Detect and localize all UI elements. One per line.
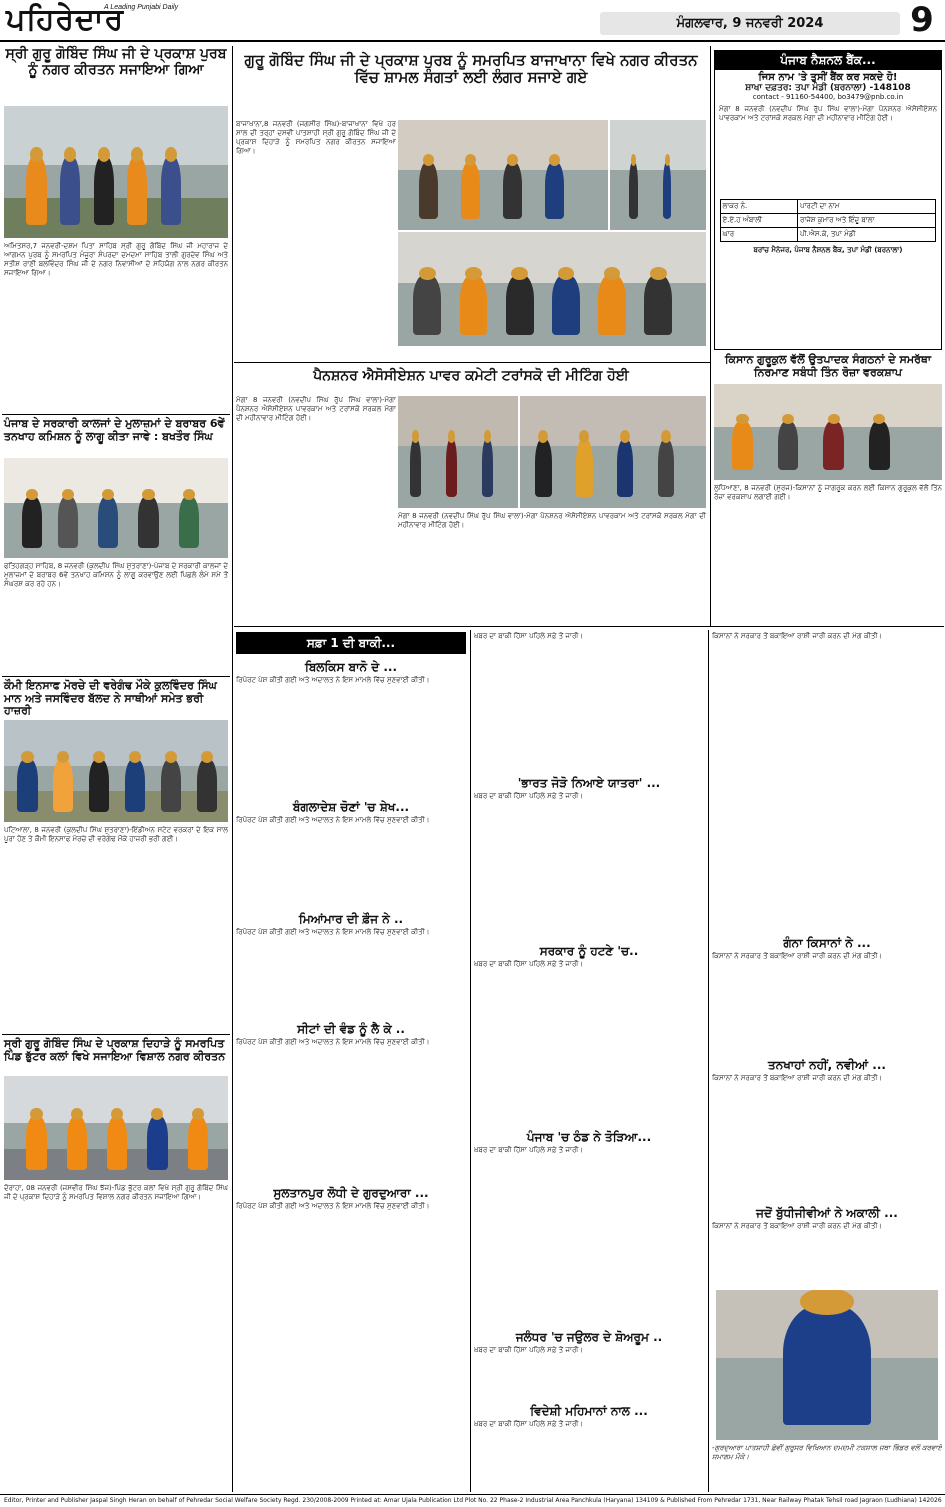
table-cell: ਏ.ਏ.ਹ ਅੰਬਾਲੀ xyxy=(720,214,797,228)
article-text: ਕਿਸਾਨਾਂ ਨੇ ਸਰਕਾਰ ਤੋਂ ਬਕਾਇਆ ਰਾਸ਼ੀ ਜਾਰੀ ਕਰਨ ਦੀ ਮੰਗ ਕੀਤੀ। xyxy=(712,632,883,640)
photo-insaaf xyxy=(4,720,228,822)
article-text: ਰਿਪੋਰਟ ਪੇਸ਼ ਕੀਤੀ ਗਈ ਅਤੇ ਅਦਾਲਤ ਨੇ ਇਸ ਮਾਮਲੇ ਵਿੱਚ ਸੁਣਵਾਈ ਕੀਤੀ। xyxy=(236,1038,430,1046)
subhead: ਸੁਲਤਾਨਪੁਰ ਲੋਧੀ ਦੇ ਗੁਰਦੁਆਰਾ ... xyxy=(273,1186,429,1200)
issue-date: ਮੰਗਲਵਾਰ, 9 ਜਨਵਰੀ 2024 xyxy=(600,12,900,35)
photo-mulazam xyxy=(4,458,228,558)
headline: ਸ੍ਰੀ ਗੁਰੂ ਗੋਬਿੰਦ ਸਿੰਘ ਜੀ ਦੇ ਪ੍ਰਕਾਸ਼ ਪੁਰਬ ਨੂੰ ਨਗਰ ਕੀਰਤਨ ਸਜਾਇਆ ਗਿਆ xyxy=(5,46,227,79)
photo-caption: -ਗੁਰਦੁਆਰਾ ਪਾਤਸ਼ਾਹੀ ਛੇਵੀਂ ਗੁਰੂਸਰ ਵਿਖਿਆਨ ਦਮਦਮੀ ਟਕਸਾਲ ਜਥਾ ਭਿੰਡਰ ਵਲੋਂ ਕਰਵਾਏ ਸਮਾਗਮ ਮੌਕੇ। xyxy=(712,1444,942,1461)
photo-bhuttar xyxy=(4,1076,228,1180)
headline-pensioner: ਪੈਨਸ਼ਨਰ ਐਸੋਸੀਏਸ਼ਨ ਪਾਵਰ ਕਮੇਟੀ ਟਰਾਂਸਕੋ ਦੀ ਮੀਟਿੰਗ ਹੋਈ xyxy=(313,368,629,384)
headline-bhuttar: ਸ੍ਰੀ ਗੁਰੂ ਗੋਬਿੰਦ ਸਿੰਘ ਦੇ ਪ੍ਰਕਾਸ਼ ਦਿਹਾੜੇ ਨੂੰ ਸਮਰਪਿਤ ਪਿੰਡ ਭੁੱਟਰ ਕਲਾਂ ਵਿਖੇ ਸਜਾਇਆ ਵਿਸ਼ਾਲ ਨਗਰ ਕੀਰਤਨ xyxy=(4,1037,226,1063)
headline-mulazam: ਪੰਜਾਬ ਦੇ ਸਰਕਾਰੀ ਕਾਲਜਾਂ ਦੇ ਮੁਲਾਜ਼ਮਾਂ ਦੇ ਬਰਾਬਰ 6ਵੇਂ ਤਨਖਾਹ ਕਮਿਸ਼ਨ ਨੂੰ ਲਾਗੂ ਕੀਤਾ ਜਾਵੇ : ਬਖਤੌਰ ਸਿੰਘ xyxy=(4,417,225,443)
article-text: ਲੁਧਿਆਣਾ, 8 ਜਨਵਰੀ (ਸੁਰਜ)-ਕਿਸਾਨਾਂ ਨੂੰ ਜਾਗਰੂਕ ਕਰਨ ਲਈ ਕਿਸਾਨ ਗੁਰੂਕੁਲ ਵੱਲੋਂ ਤਿੰਨ ਰੋਜ਼ਾ ਵਰਕਸ਼ਾਪ ਲਗਾਈ ਗਈ। xyxy=(714,484,942,501)
headline-langar: ਗੁਰੂ ਗੋਬਿੰਦ ਸਿੰਘ ਜੀ ਦੇ ਪ੍ਰਕਾਸ਼ ਪੁਰਬ ਨੂੰ ਸਮਰਪਿਤ ਬਾਜਾਖਾਨਾ ਵਿਖੇ ਨਗਰ ਕੀਰਤਨ ਵਿੱਚ ਸ਼ਾਮਲ ਸੰਗਤਾਂ ਲਈ ਲੰਗਰ ਸਜਾਏ ਗਏ xyxy=(244,51,698,87)
photo-nagar-kirtan xyxy=(4,106,228,238)
photo-samagam xyxy=(716,1290,938,1440)
article-text: ਕਿਸਾਨਾਂ ਨੇ ਸਰਕਾਰ ਤੋਂ ਬਕਾਇਆ ਰਾਸ਼ੀ ਜਾਰੀ ਕਰਨ ਦੀ ਮੰਗ ਕੀਤੀ। xyxy=(712,1222,883,1230)
photo-langar-3 xyxy=(398,232,706,346)
subhead: ਬੰਗਲਾਦੇਸ਼ ਚੋਣਾਂ 'ਚ ਸ਼ੇਖ... xyxy=(292,800,410,814)
page-number: 9 xyxy=(910,0,934,40)
subhead: ਵਿਦੇਸ਼ੀ ਮਹਿਮਾਨਾਂ ਨਾਲ ... xyxy=(530,1404,648,1418)
article-text: ਰਿਪੋਰਟ ਪੇਸ਼ ਕੀਤੀ ਗਈ ਅਤੇ ਅਦਾਲਤ ਨੇ ਇਸ ਮਾਮਲੇ ਵਿੱਚ ਸੁਣਵਾਈ ਕੀਤੀ। xyxy=(236,676,430,684)
table-cell: ਘਾਰ xyxy=(720,228,797,242)
subhead: ਸੀਟਾਂ ਦੀ ਵੰਡ ਨੂੰ ਲੈ ਕੇ .. xyxy=(297,1022,405,1036)
photo-pensioner-1 xyxy=(398,396,518,508)
article-text: ਅਮਿਤਸਰ,7 ਜਨਵਰੀ-ਦਸ਼ਮ ਪਿਤਾ ਸਾਹਿਬ ਸ੍ਰੀ ਗੁਰੂ ਗੋਬਿੰਦ ਸਿੰਘ ਜੀ ਮਹਾਰਾਜ ਦੇ ਆਗਮਨ ਪੁਰਬ ਨੂੰ ਸਮਰਪਿਤ ਮੰਜੂਰਾ ਸੰਪਰਦਾ ਦਮਦਮਾ ਸਾਹਿਬ ਤਾਲੀ ਗੁਰਦੇਵ ਸਿੰਘ ਅਤੇ ਸਤੀਸ਼ ਰਾਣੀ ਬਲਵਿੰਦਰ ਸਿੰਘ ਜੀ ਦੇ ਨਗਰ ਨਿਵਾਸੀਆਂ ਦੇ ਸਹਿਯੋਗ ਨਾਲ ਨਗਰ ਕੀਰਤਨ ਸਜਾਇਆ ਗਿਆ। xyxy=(4,242,228,277)
bank-body: ਮੋਗਾ 8 ਜਨਵਰੀ (ਨਵਦੀਪ ਸਿੰਘ ਰੁੱਪ ਸਿੰਘ ਵਾਲਾ)-ਮੋਗਾ ਪੈਨਸ਼ਨਰ ਐਸੋਸੀਏਸ਼ਨ ਪਾਵਰਕਾਮ ਅਤੇ ਟਰਾਂਸਕੋ ਸਰਕਲ ਮੋਗਾ ਦੀ ਮਹੀਨਾਵਾਰ ਮੀਟਿੰਗ ਹੋਈ। xyxy=(719,105,937,122)
article-text: ਕਿਸਾਨਾਂ ਨੇ ਸਰਕਾਰ ਤੋਂ ਬਕਾਇਆ ਰਾਸ਼ੀ ਜਾਰੀ ਕਰਨ ਦੀ ਮੰਗ ਕੀਤੀ। xyxy=(712,952,883,960)
subhead: ਜਦੋਂ ਬੁੱਧੀਜੀਵੀਆਂ ਨੇ ਅਕਾਲੀ ... xyxy=(756,1206,898,1220)
subhead: ਸਰਕਾਰ ਨੂੰ ਹਟਣੇ 'ਚ.. xyxy=(539,944,639,958)
photo-langar-1 xyxy=(398,120,608,230)
continuation-banner: ਸਫ਼ਾ 1 ਦੀ ਬਾਕੀ... xyxy=(236,632,466,654)
subhead: ਪੰਜਾਬ 'ਚ ਠੰਡ ਨੇ ਤੋੜਿਆ... xyxy=(526,1130,652,1144)
subhead: ਗੰਨਾ ਕਿਸਾਨਾਂ ਨੇ ... xyxy=(783,936,871,950)
subhead: ਬਿਲਕਿਸ ਬਾਨੋ ਦੇ ... xyxy=(304,660,398,674)
imprint-footer: Editor, Printer and Publisher Jaspal Singh Heran on behalf of Pehredar Social Welfare Society Regd. 230/2008-2009 Printed at: Amar Ujala Publication Ltd Plot No. 22 Phase-2 Industrial Area Panchkula (Haryana) 134109 & Published From Pehredar 1731, Near Railway Phatak Tehsil road Jagraon (Ludhiana) 142026 xyxy=(0,1494,945,1507)
article-text: ਖ਼ਬਰ ਦਾ ਬਾਕੀ ਹਿੱਸਾ ਪਹਿਲੇ ਸਫ਼ੇ ਤੋਂ ਜਾਰੀ। xyxy=(474,1420,584,1428)
article-text: ਰਿਪੋਰਟ ਪੇਸ਼ ਕੀਤੀ ਗਈ ਅਤੇ ਅਦਾਲਤ ਨੇ ਇਸ ਮਾਮਲੇ ਵਿੱਚ ਸੁਣਵਾਈ ਕੀਤੀ। xyxy=(236,928,430,936)
article-text: ਖ਼ਬਰ ਦਾ ਬਾਕੀ ਹਿੱਸਾ ਪਹਿਲੇ ਸਫ਼ੇ ਤੋਂ ਜਾਰੀ। xyxy=(474,960,584,968)
article-text: ਮੋਗਾ 8 ਜਨਵਰੀ (ਨਵਦੀਪ ਸਿੰਘ ਰੁੱਪ ਸਿੰਘ ਵਾਲਾ)-ਮੋਗਾ ਪੈਨਸ਼ਨਰ ਐਸੋਸੀਏਸ਼ਨ ਪਾਵਰਕਾਮ ਅਤੇ ਟਰਾਂਸਕੋ ਸਰਕਲ ਮੋਗਾ ਦੀ ਮਹੀਨਾਵਾਰ ਮੀਟਿੰਗ ਹੋਈ। xyxy=(236,396,396,422)
subhead: ਮਿਆਂਮਾਰ ਦੀ ਫ਼ੌਜ ਨੇ .. xyxy=(298,912,404,926)
bank-subtitle: ਜਿਸ ਨਾਮ 'ਤੇ ਤੁਸੀਂ ਬੈਂਕ ਕਰ ਸਕਦੇ ਹੋ! xyxy=(758,72,898,83)
story-nagar-kirtan xyxy=(2,46,230,78)
bank-notice xyxy=(714,50,942,350)
bank-branch: ਸ਼ਾਖਾ ਦਫ਼ਤਰ: ਤਪਾ ਮੰਡੀ (ਬਰਨਾਲਾ) -148108 xyxy=(745,83,911,93)
article-text: ਬਾਜਾਖਾਨਾ,8 ਜਨਵਰੀ (ਜਗਸੀਰ ਸਿੰਘ)-ਬਾਜਾਖਾਨਾ ਵਿਖੇ ਹਰ ਸਾਲ ਦੀ ਤਰ੍ਹਾਂ ਦਸਵੀਂ ਪਾਤਸ਼ਾਹੀ ਸ੍ਰੀ ਗੁਰੂ ਗੋਬਿੰਦ ਸਿੰਘ ਜੀ ਦੇ ਪ੍ਰਕਾਸ਼ ਦਿਹਾੜੇ ਨੂੰ ਸਮਰਪਿਤ ਨਗਰ ਕੀਰਤਨ ਸਜਾਇਆ ਗਿਆ। xyxy=(236,120,396,155)
photo-pensioner-2 xyxy=(520,396,706,508)
bank-signoff: ਬਰਾਂਚ ਮੈਨੇਜਰ, ਪੰਜਾਬ ਨੈਸ਼ਨਲ ਬੈਂਕ, ਤਪਾ ਮੰਡੀ (ਬਰਨਾਲਾ) xyxy=(753,246,903,254)
bank-title: ਪੰਜਾਬ ਨੈਸ਼ਨਲ ਬੈਂਕ... xyxy=(715,51,941,70)
subhead: ਜਲੰਧਰ 'ਚ ਜਉਲਰ ਦੇ ਸ਼ੋਅਰੂਮ .. xyxy=(515,1330,663,1344)
tagline: A Leading Punjabi Daily xyxy=(104,4,179,11)
article-text: ਮੋਗਾ 8 ਜਨਵਰੀ (ਨਵਦੀਪ ਸਿੰਘ ਰੁੱਪ ਸਿੰਘ ਵਾਲਾ)-ਮੋਗਾ ਪੈਨਸ਼ਨਰ ਐਸੋਸੀਏਸ਼ਨ ਪਾਵਰਕਾਮ ਅਤੇ ਟਰਾਂਸਕੋ ਸਰਕਲ ਮੋਗਾ ਦੀ ਮਹੀਨਾਵਾਰ ਮੀਟਿੰਗ ਹੋਈ। xyxy=(398,512,706,529)
article-text: ਦੋਰਾਹਾ, 08 ਜਨਵਰੀ (ਜਸਵੀਰ ਸਿੰਘ ਝੱਜ)-ਪਿੰਡ ਭੁੱਟਰ ਕਲਾਂ ਵਿਖੇ ਸ੍ਰੀ ਗੁਰੂ ਗੋਬਿੰਦ ਸਿੰਘ ਜੀ ਦੇ ਪ੍ਰਕਾਸ਼ ਦਿਹਾੜੇ ਨੂੰ ਸਮਰਪਿਤ ਵਿਸ਼ਾਲ ਨਗਰ ਕੀਰਤਨ ਸਜਾਇਆ ਗਿਆ। xyxy=(4,1184,228,1201)
bank-contact: contact - 91160-54400, bo3479@pnb.co.in xyxy=(752,93,904,101)
subhead: 'ਭਾਰਤ ਜੋੜੋ ਨਿਆਏ ਯਾਤਰਾ' ... xyxy=(517,776,661,790)
masthead xyxy=(0,0,945,42)
locker-table xyxy=(720,199,937,242)
photo-langar-2 xyxy=(610,120,706,230)
headline-kisan: ਕਿਸਾਨ ਗੁਰੂਕੁਲ ਵੱਲੋਂ ਉਤਪਾਦਕ ਸੰਗਠਨਾਂ ਦੇ ਸਮਰੱਥਾ ਨਿਰਮਾਣ ਸਬੰਧੀ ਤਿੰਨ ਰੋਜ਼ਾ ਵਰਕਸ਼ਾਪ xyxy=(724,353,932,379)
headline-insaaf: ਕੌਮੀ ਇਨਸਾਫ ਮੋਰਚੇ ਦੀ ਵਰੇਗੰਢ ਮੌਕੇ ਕੁਲਵਿੰਦਰ ਸਿੰਘ ਮਾਨ ਅਤੇ ਜਸਵਿੰਦਰ ਬੱਲਦ ਨੇ ਸਾਥੀਆਂ ਸਮੇਤ ਭਰੀ ਹਾਜ਼ਰੀ xyxy=(4,679,217,718)
article-text: ਖ਼ਬਰ ਦਾ ਬਾਕੀ ਹਿੱਸਾ ਪਹਿਲੇ ਸਫ਼ੇ ਤੋਂ ਜਾਰੀ। xyxy=(474,1346,584,1354)
article-text: ਖ਼ਬਰ ਦਾ ਬਾਕੀ ਹਿੱਸਾ ਪਹਿਲੇ ਸਫ਼ੇ ਤੋਂ ਜਾਰੀ। xyxy=(474,632,584,640)
article-text: ਕਿਸਾਨਾਂ ਨੇ ਸਰਕਾਰ ਤੋਂ ਬਕਾਇਆ ਰਾਸ਼ੀ ਜਾਰੀ ਕਰਨ ਦੀ ਮੰਗ ਕੀਤੀ। xyxy=(712,1074,883,1082)
table-cell: ਪੀ.ਐਸ.ਕੇ, ਤਪਾ ਮੰਡੀ xyxy=(798,228,936,242)
table-header: ਲਾਕਰ ਨੰ. xyxy=(720,200,797,214)
newspaper-logo: ਪਹਿਰੇਦਾਰ xyxy=(6,2,125,37)
article-text: ਪਟਿਆਲਾ, 8 ਜਨਵਰੀ (ਕੁਲਦੀਪ ਸਿੰਘ ਸ਼ੁਤਰਾਣਾ)-ਇੰਡੀਅਨ ਸਟੇਟ ਵਰਕਰਾਂ ਦੇ ਇਕ ਸਾਲ ਪੂਰਾ ਹੋਣ ਤੇ ਕੌਮੀ ਇਨਸਾਫ ਮੋਰਚੇ ਦੀ ਵਰੇਗੰਢ ਮੌਕੇ ਹਾਜ਼ਰੀ ਭਰੀ ਗਈ। xyxy=(4,826,228,843)
table-cell: ਰਾਜੇਸ਼ ਕੁਮਾਰ ਅਤੇ ਇੰਦੂ ਬਾਲਾ xyxy=(798,214,936,228)
article-text: ਰਿਪੋਰਟ ਪੇਸ਼ ਕੀਤੀ ਗਈ ਅਤੇ ਅਦਾਲਤ ਨੇ ਇਸ ਮਾਮਲੇ ਵਿੱਚ ਸੁਣਵਾਈ ਕੀਤੀ। xyxy=(236,816,430,824)
article-text: ਖ਼ਬਰ ਦਾ ਬਾਕੀ ਹਿੱਸਾ ਪਹਿਲੇ ਸਫ਼ੇ ਤੋਂ ਜਾਰੀ। xyxy=(474,792,584,800)
subhead: ਤਨਖਾਹਾਂ ਨਹੀਂ, ਨਵੀਆਂ ... xyxy=(768,1058,886,1072)
photo-kisan xyxy=(714,384,942,480)
article-text: ਖ਼ਬਰ ਦਾ ਬਾਕੀ ਹਿੱਸਾ ਪਹਿਲੇ ਸਫ਼ੇ ਤੋਂ ਜਾਰੀ। xyxy=(474,1146,584,1154)
article-text: ਰਿਪੋਰਟ ਪੇਸ਼ ਕੀਤੀ ਗਈ ਅਤੇ ਅਦਾਲਤ ਨੇ ਇਸ ਮਾਮਲੇ ਵਿੱਚ ਸੁਣਵਾਈ ਕੀਤੀ। xyxy=(236,1202,430,1210)
article-text: ਫਤਿਹਗੜ੍ਹ ਸਾਹਿਬ, 8 ਜਨਵਰੀ (ਕੁਲਦੀਪ ਸਿੰਘ ਸ਼ੁਤਰਾਣਾ)-ਪੰਜਾਬ ਦੇ ਸਰਕਾਰੀ ਕਾਲਜਾਂ ਦੇ ਮੁਲਾਜ਼ਮਾਂ ਦੇ ਬਰਾਬਰ 6ਵੇਂ ਤਨਖਾਹ ਕਮਿਸ਼ਨ ਨੂੰ ਲਾਗੂ ਕਰਵਾਉਣ ਲਈ ਪਿਛਲੇ ਲੰਮੇ ਸਮੇਂ ਤੋਂ ਸੰਘਰਸ਼ ਕਰ ਰਹੇ ਹਨ। xyxy=(4,562,228,588)
table-header: ਪਾਰਟੀ ਦਾ ਨਾਮ xyxy=(798,200,936,214)
